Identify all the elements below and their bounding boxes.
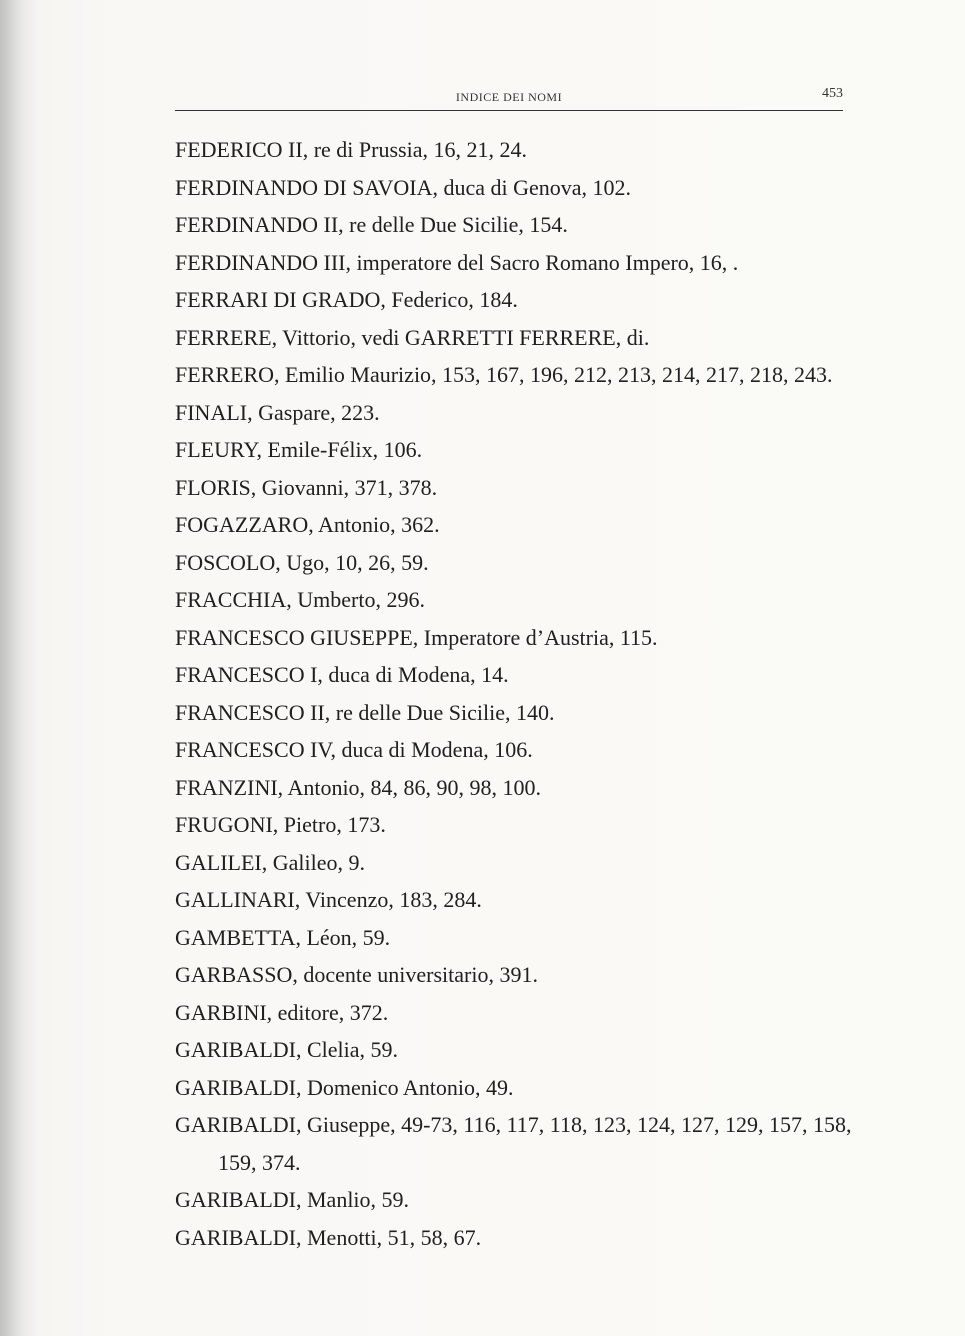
index-entry: FRANCESCO I, duca di Modena, 14. bbox=[175, 662, 509, 687]
index-entry: GARBINI, editore, 372. bbox=[175, 999, 389, 1025]
running-title: INDICE DEI NOMI bbox=[455, 90, 563, 104]
index-entry: FRANCESCO IV, duca di Modena, 106. bbox=[175, 737, 533, 762]
index-entry: FEDERICO II, re di Prussia, 16, 21, 24. bbox=[175, 137, 527, 162]
index-entry: GARBASSO, docente universitario, 391. bbox=[175, 962, 538, 987]
index-entry: FERDINANDO DI SAVOIA, duca di Genova, 102. bbox=[175, 174, 632, 200]
index-entry: FERDINANDO III, imperatore del Sacro Romano Impero, 16, . bbox=[175, 249, 739, 275]
index-entry: FERRARI DI GRADO, Federico, 184. bbox=[175, 287, 518, 312]
index-entry: FERRERE, Vittorio, vedi GARRETTI FERRERE, di. bbox=[175, 324, 650, 350]
index-entry: FRANZINI, Antonio, 84, 86, 90, 98, 100. bbox=[175, 774, 542, 800]
index-entries bbox=[175, 131, 875, 1256]
index-entry: GARIBALDI, Giuseppe, 49-73, 116, 117, 118, 123, 124, 127, 129, 157, 158, 159, 374. bbox=[175, 1112, 852, 1175]
index-entry: FRACCHIA, Umberto, 296. bbox=[175, 587, 425, 612]
index-entry: FERRERO, Emilio Maurizio, 153, 167, 196, 212, 213, 214, 217, 218, 243. bbox=[175, 362, 833, 387]
index-entry: FOGAZZARO, Antonio, 362. bbox=[175, 512, 440, 537]
index-entry: FRANCESCO II, re delle Due Sicilie, 140. bbox=[175, 699, 555, 725]
running-head bbox=[175, 84, 843, 112]
header-rule bbox=[175, 110, 843, 111]
index-entry: GAMBETTA, Léon, 59. bbox=[175, 924, 391, 950]
index-entry: GARIBALDI, Domenico Antonio, 49. bbox=[175, 1074, 514, 1100]
index-entry: GALLINARI, Vincenzo, 183, 284. bbox=[175, 887, 482, 912]
index-entry: FERDINANDO II, re delle Due Sicilie, 154. bbox=[175, 212, 568, 237]
index-entry: FINALI, Gaspare, 223. bbox=[175, 399, 380, 425]
index-entry: GARIBALDI, Manlio, 59. bbox=[175, 1187, 410, 1212]
page-number: 453 bbox=[822, 86, 843, 101]
index-entry: FRANCESCO GIUSEPPE, Imperatore d’Austria, 115. bbox=[175, 624, 658, 650]
binding-shadow bbox=[0, 0, 38, 1336]
index-entry: GARIBALDI, Clelia, 59. bbox=[175, 1037, 399, 1062]
index-entry: FLORIS, Giovanni, 371, 378. bbox=[175, 474, 438, 500]
index-entry: FOSCOLO, Ugo, 10, 26, 59. bbox=[175, 549, 429, 575]
index-entry: GARIBALDI, Menotti, 51, 58, 67. bbox=[175, 1224, 482, 1250]
index-entry: GALILEI, Galileo, 9. bbox=[175, 849, 365, 875]
index-entry: FRUGONI, Pietro, 173. bbox=[175, 812, 386, 837]
index-entry: FLEURY, Emile-Félix, 106. bbox=[175, 437, 423, 462]
